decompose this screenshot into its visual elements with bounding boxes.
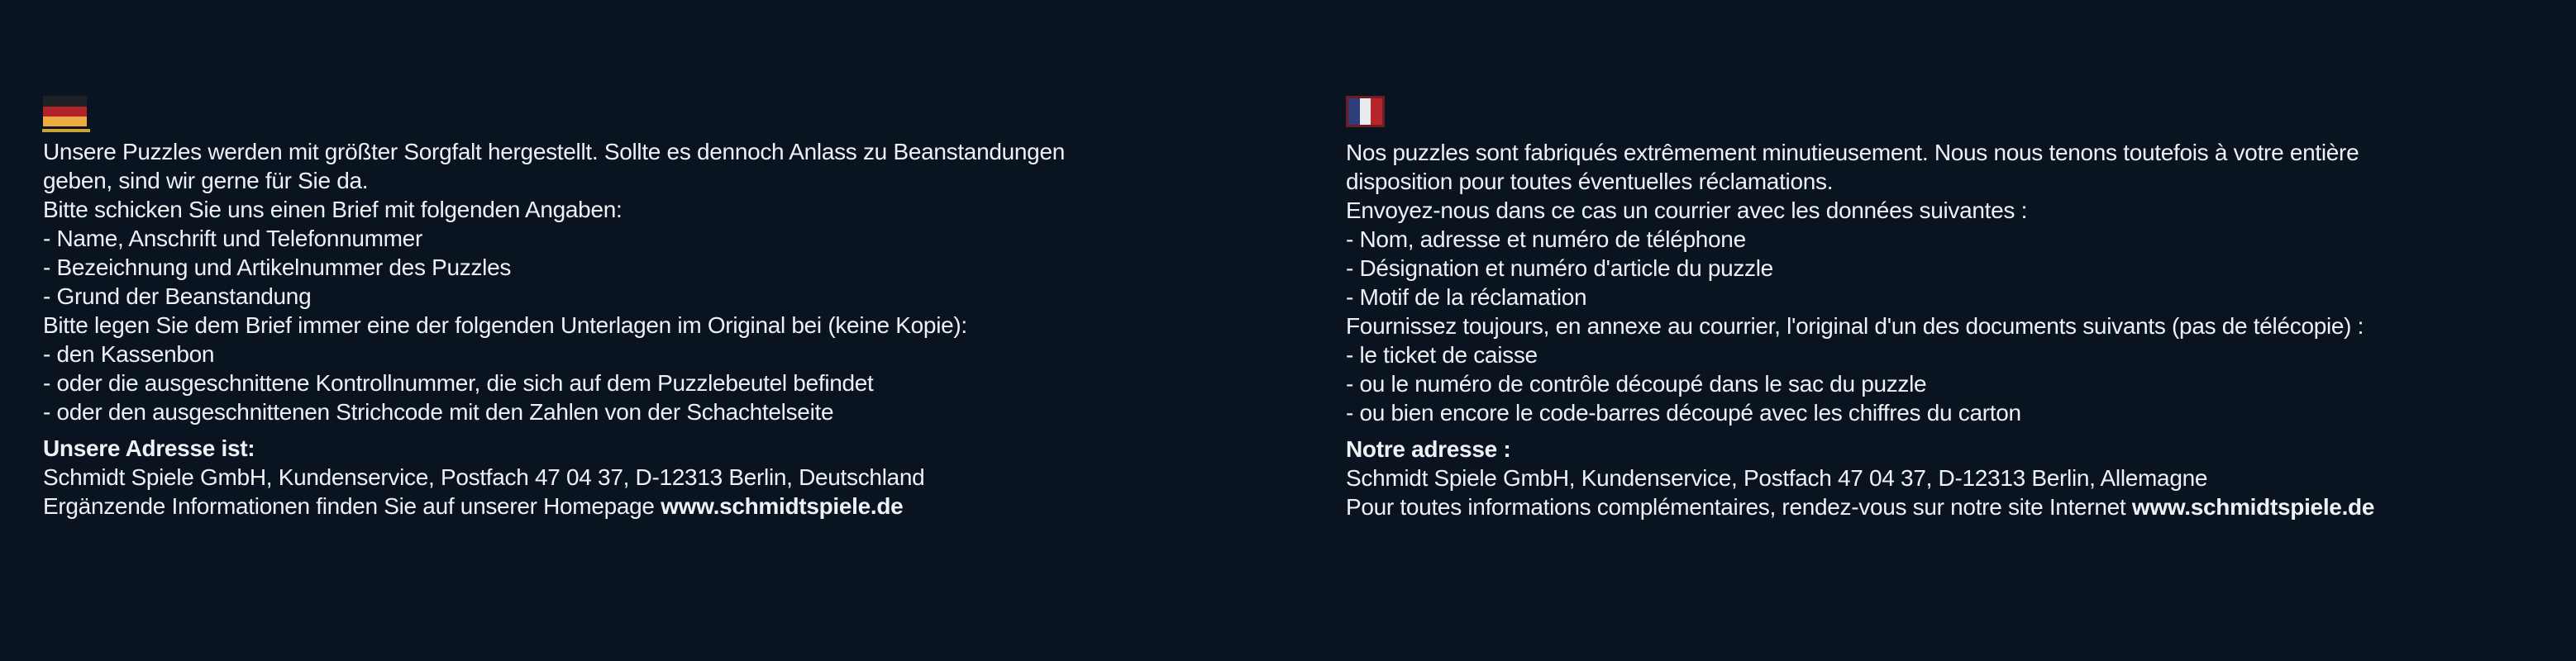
list-item: - oder den ausgeschnittenen Strichcode mit den Zahlen von der Schachtelseite (43, 399, 834, 425)
list-item: - Nom, adresse et numéro de téléphone (1346, 226, 1746, 252)
list-item: - ou bien encore le code-barres découpé avec les chiffres du carton (1346, 400, 2021, 426)
france-flag-blue-stripe (1348, 98, 1360, 125)
list-item: - Bezeichnung und Artikelnummer des Puzzles (43, 254, 512, 280)
homepage-line (43, 492, 1267, 521)
text-line: Fournissez toujours, en annexe au courrier, l'original d'un des documents suivants (pas de télécopie) : (1346, 313, 2364, 339)
text-line: Envoyez-nous dans ce cas un courrier avec les données suivantes : (1346, 197, 2028, 223)
german-section (43, 96, 1267, 521)
list-item: - Désignation et numéro d'article du puzzle (1346, 255, 1773, 281)
text-line: geben, sind wir gerne für Sie da. (43, 168, 369, 193)
list-item: - ou le numéro de contrôle découpé dans le sac du puzzle (1346, 371, 1927, 397)
homepage-text: Pour toutes informations complémentaires, rendez-vous sur notre site Internet (1346, 494, 2132, 520)
list-item: - Name, Anschrift und Telefonnummer (43, 226, 422, 251)
address-heading: Unsere Adresse ist: (43, 435, 255, 461)
homepage-line (1346, 492, 2569, 521)
france-flag-white-stripe (1360, 98, 1371, 125)
text-line: Nos puzzles sont fabriqués extrêmement minutieusement. Nous nous tenons toutefois à votre entière (1346, 140, 2359, 165)
homepage-url: www.schmidtspiele.de (2131, 494, 2375, 520)
list-item: - Motif de la réclamation (1346, 284, 1587, 310)
list-item: - le ticket de caisse (1346, 342, 1538, 368)
list-item: - oder die ausgeschnittene Kontrollnummer, die sich auf dem Puzzlebeutel befindet (43, 370, 874, 396)
french-text-block (1346, 138, 2569, 521)
text-line: Bitte legen Sie dem Brief immer eine der folgenden Unterlagen im Original bei (keine Kopie): (43, 312, 967, 338)
text-line: disposition pour toutes éventuelles réclamations. (1346, 169, 1834, 194)
text-line: Unsere Puzzles werden mit größter Sorgfalt hergestellt. Sollte es dennoch Anlass zu Beanstandungen (43, 139, 1065, 164)
german-text-block (43, 137, 1267, 521)
list-item: - Grund der Beanstandung (43, 283, 312, 309)
address-line: Schmidt Spiele GmbH, Kundenservice, Postfach 47 04 37, D-12313 Berlin, Deutschland (43, 464, 925, 490)
france-flag-icon (1346, 96, 1385, 127)
germany-flag-underline (42, 129, 90, 132)
address-line: Schmidt Spiele GmbH, Kundenservice, Postfach 47 04 37, D-12313 Berlin, Allemagne (1346, 465, 2208, 491)
germany-flag-black-stripe (43, 96, 87, 107)
homepage-url: www.schmidtspiele.de (661, 493, 904, 519)
list-item: - den Kassenbon (43, 341, 215, 367)
address-heading: Notre adresse : (1346, 436, 1511, 462)
france-flag-red-stripe (1371, 98, 1382, 125)
text-line: Bitte schicken Sie uns einen Brief mit folgenden Angaben: (43, 197, 623, 222)
germany-flag-red-stripe (43, 107, 87, 117)
germany-flag-gold-stripe (43, 117, 87, 126)
homepage-text: Ergänzende Informationen finden Sie auf unserer Homepage (43, 493, 661, 519)
french-section (1346, 96, 2569, 521)
germany-flag-icon (43, 96, 87, 126)
